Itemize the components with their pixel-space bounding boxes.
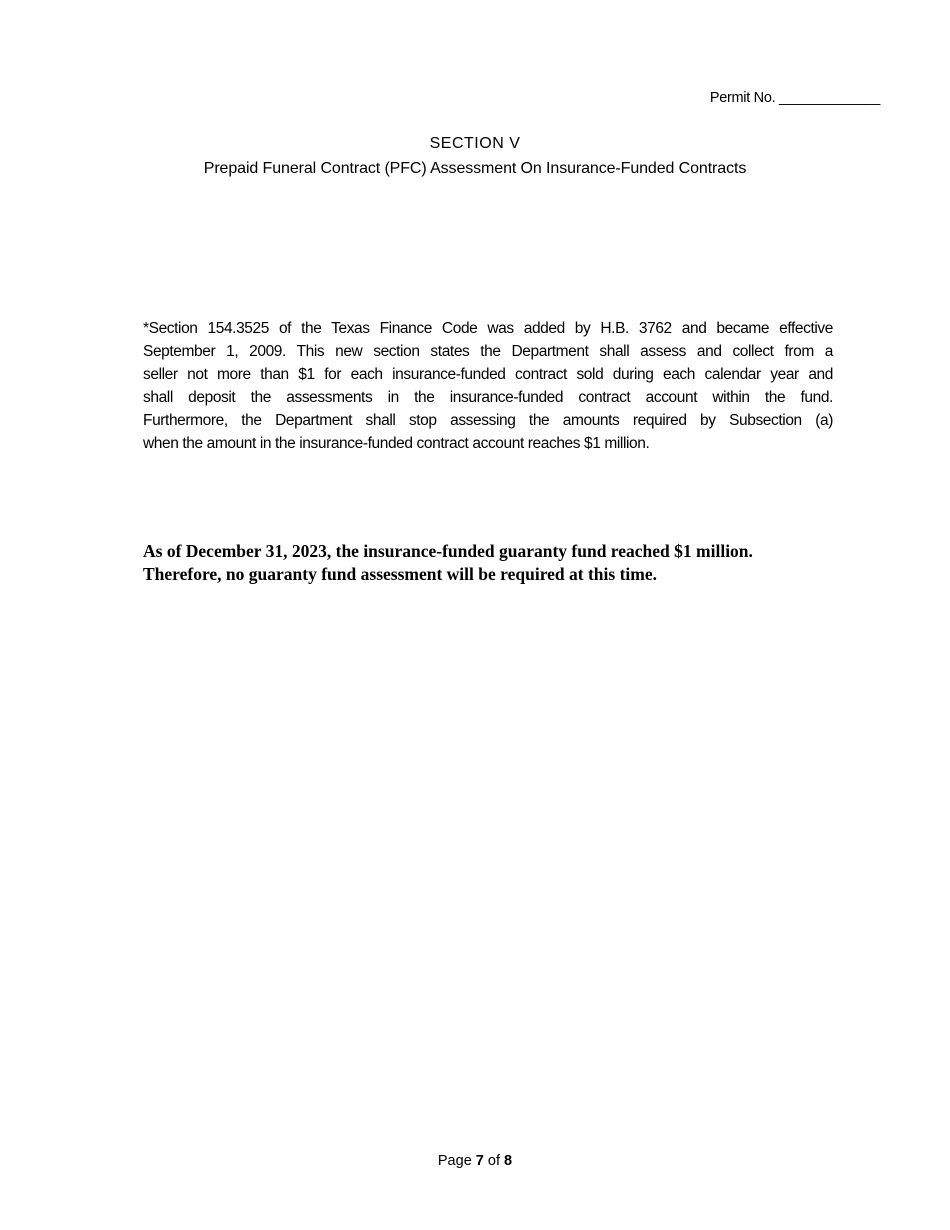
page-of: of [487,1153,500,1169]
paragraph-line: seller not more than $1 for each insurance-funded contract sold during each calendar year and [143,366,833,383]
section-title: SECTION V [429,135,521,152]
paragraph-line: Furthermore, the Department shall stop assessing the amounts required by Subsection (a) [143,412,833,429]
section-subtitle: Prepaid Funeral Contract (PFC) Assessment On Insurance-Funded Contracts [203,160,747,177]
page-total: 8 [504,1153,513,1169]
paragraph-line: when the amount in the insurance-funded contract account reaches $1 million. [143,435,650,452]
statute-paragraph [143,317,833,455]
fund-notice [143,540,753,586]
paragraph-line: shall deposit the assessments in the insurance-funded contract account within the fund. [143,389,833,406]
page-footer [0,1153,950,1169]
permit-number-label: Permit No. _____________ [709,90,880,106]
paragraph-line: *Section 154.3525 of the Texas Finance Code was added by H.B. 3762 and became effective [143,320,833,337]
paragraph-line: September 1, 2009. This new section states the Department shall assess and collect from a [143,343,833,360]
page-prefix: Page [437,1153,472,1169]
notice-line: Therefore, no guaranty fund assessment will be required at this time. [143,564,657,584]
notice-line: As of December 31, 2023, the insurance-funded guaranty fund reached $1 million. [143,541,753,561]
page-current: 7 [475,1153,484,1169]
